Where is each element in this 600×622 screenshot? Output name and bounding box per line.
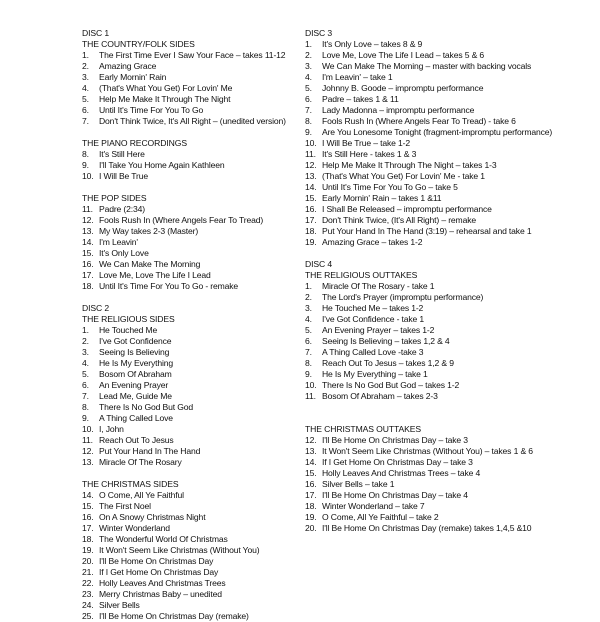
track-row (305, 281, 595, 292)
track-section (82, 28, 297, 127)
track-number: 17. (82, 523, 94, 533)
track-number: 9. (82, 160, 89, 170)
track-row (305, 501, 595, 512)
track-number: 6. (82, 105, 89, 115)
track-row (82, 490, 297, 501)
track-number: 10. (305, 138, 317, 148)
track-number: 1. (82, 50, 89, 60)
track-row (82, 402, 297, 413)
track-title: Until It's Time For You To Go (99, 105, 204, 115)
track-title: Miracle Of The Rosary - take 1 (322, 281, 435, 291)
track-number: 13. (82, 226, 94, 236)
track-title: Bosom Of Abraham – takes 2-3 (322, 391, 438, 401)
track-title: Padre – takes 1 & 11 (322, 94, 399, 104)
track-row (305, 127, 595, 138)
track-number: 7. (305, 105, 312, 115)
track-title: Reach Out To Jesus – takes 1,2 & 9 (322, 358, 454, 368)
track-row (305, 160, 595, 171)
track-number: 16. (305, 204, 317, 214)
track-number: 4. (82, 358, 89, 368)
track-number: 15. (305, 468, 317, 478)
track-row (82, 83, 297, 94)
track-row (82, 281, 297, 292)
track-title: Early Mornin' Rain – takes 1 &11 (322, 193, 442, 203)
track-title: I'll Take You Home Again Kathleen (99, 160, 225, 170)
track-title: Love Me, Love The Life I Lead (99, 270, 211, 280)
track-row (305, 490, 595, 501)
track-number: 5. (82, 94, 89, 104)
track-title: A Thing Called Love (99, 413, 173, 423)
track-row (82, 270, 297, 281)
track-number: 18. (305, 501, 317, 511)
track-title: I'll Be Home On Christmas Day (remake) takes 1,4,5 &10 (322, 523, 532, 533)
track-title: We Can Make The Morning – master with backing vocals (322, 61, 532, 71)
track-row (305, 512, 595, 523)
track-row (305, 215, 595, 226)
track-row (82, 424, 297, 435)
track-title: Seeing Is Believing (99, 347, 170, 357)
track-title: We Can Make The Morning (99, 259, 201, 269)
track-number: 4. (305, 314, 312, 324)
track-row (82, 336, 297, 347)
track-number: 4. (82, 83, 89, 93)
track-title: It's Only Love – takes 8 & 9 (322, 39, 423, 49)
track-row (305, 105, 595, 116)
track-number: 7. (305, 347, 312, 357)
track-title: The Wonderful World Of Christmas (99, 534, 228, 544)
section-heading: THE CHRISTMAS OUTTAKES (305, 424, 422, 434)
track-section (305, 424, 595, 534)
track-title: I Shall Be Released – impromptu performance (322, 204, 492, 214)
track-row (82, 204, 297, 215)
track-row (82, 589, 297, 600)
track-number: 8. (82, 402, 89, 412)
track-title: A Thing Called Love -take 3 (322, 347, 424, 357)
track-row (305, 226, 595, 237)
track-number: 11. (305, 391, 316, 401)
track-number: 12. (82, 215, 94, 225)
track-number: 18. (82, 281, 94, 291)
track-number: 15. (82, 248, 94, 258)
track-number: 1. (82, 325, 89, 335)
track-title: Holly Leaves And Christmas Trees (99, 578, 226, 588)
track-number: 12. (82, 446, 94, 456)
track-number: 7. (82, 116, 89, 126)
track-number: 21. (82, 567, 94, 577)
track-number: 14. (305, 457, 317, 467)
track-number: 13. (305, 446, 317, 456)
track-title: On A Snowy Christmas Night (99, 512, 206, 522)
track-number: 18. (82, 534, 94, 544)
track-number: 9. (305, 369, 312, 379)
track-row (305, 94, 595, 105)
track-row (305, 138, 595, 149)
track-number: 13. (305, 171, 317, 181)
track-number: 2. (82, 336, 89, 346)
track-title: Are You Lonesome Tonight (fragment-impromptu performance) (322, 127, 553, 137)
track-row (305, 50, 595, 61)
track-title: Merry Christmas Baby – unedited (99, 589, 222, 599)
track-number: 17. (305, 490, 317, 500)
track-section (82, 303, 297, 468)
track-title: Johnny B. Goode – impromptu performance (322, 83, 484, 93)
track-row (82, 501, 297, 512)
track-row (82, 380, 297, 391)
track-title: Early Mornin' Rain (99, 72, 167, 82)
track-row (305, 380, 595, 391)
track-number: 2. (82, 61, 89, 71)
track-row (305, 435, 595, 446)
track-row (82, 358, 297, 369)
track-number: 6. (305, 336, 312, 346)
track-number: 10. (82, 171, 94, 181)
track-row (82, 237, 297, 248)
track-title: The First Time Ever I Saw Your Face – takes 11-12 (99, 50, 286, 60)
track-number: 22. (82, 578, 94, 588)
track-title: Don't Think Twice, (It's All Right) – remake (322, 215, 476, 225)
track-number: 8. (82, 149, 89, 159)
track-number: 16. (305, 479, 317, 489)
track-row (305, 193, 595, 204)
track-number: 16. (82, 512, 94, 522)
track-row (82, 600, 297, 611)
track-section (305, 28, 595, 248)
track-number: 6. (82, 380, 89, 390)
track-number: 16. (82, 259, 94, 269)
track-number: 5. (82, 369, 89, 379)
track-number: 9. (82, 413, 89, 423)
track-row (82, 567, 297, 578)
track-title: Lady Madonna – impromptu performance (322, 105, 475, 115)
track-number: 2. (305, 50, 312, 60)
track-title: Silver Bells (99, 600, 140, 610)
section-heading: THE RELIGIOUS SIDES (82, 314, 175, 324)
track-row (305, 171, 595, 182)
track-number: 11. (82, 435, 93, 445)
track-number: 19. (305, 512, 317, 522)
track-title: I'm Leavin' – take 1 (322, 72, 393, 82)
track-row (82, 369, 297, 380)
track-title: Amazing Grace – takes 1-2 (322, 237, 423, 247)
track-row (82, 61, 297, 72)
track-number: 23. (82, 589, 94, 599)
track-number: 11. (82, 204, 93, 214)
track-row (305, 336, 595, 347)
track-row (305, 39, 595, 50)
track-row (82, 149, 297, 160)
track-title: Fools Rush In (Where Angels Fear To Tread) (99, 215, 264, 225)
track-title: I Will Be True – take 1-2 (322, 138, 410, 148)
track-title: I Will Be True (99, 171, 148, 181)
track-number: 24. (82, 600, 94, 610)
track-title: He Touched Me – takes 1-2 (322, 303, 424, 313)
section-heading: THE POP SIDES (82, 193, 147, 203)
track-title: Love Me, Love The Life I Lead – takes 5 & 6 (322, 50, 485, 60)
track-section (82, 479, 297, 622)
track-title: O Come, All Ye Faithful – take 2 (322, 512, 439, 522)
disc-heading: DISC 4 (305, 259, 333, 269)
track-row (305, 61, 595, 72)
track-row (82, 457, 297, 468)
track-number: 3. (82, 72, 89, 82)
track-title: Seeing Is Believing – takes 1,2 & 4 (322, 336, 450, 346)
track-row (305, 446, 595, 457)
track-row (305, 303, 595, 314)
track-title: Holly Leaves And Christmas Trees – take 4 (322, 468, 481, 478)
track-number: 25. (82, 611, 94, 621)
section-heading: THE CHRISTMAS SIDES (82, 479, 179, 489)
track-title: Lead Me, Guide Me (99, 391, 172, 401)
track-row (305, 325, 595, 336)
track-number: 15. (82, 501, 94, 511)
track-row (82, 160, 297, 171)
right-column (305, 28, 595, 534)
track-row (305, 358, 595, 369)
section-heading: THE PIANO RECORDINGS (82, 138, 187, 148)
track-row (82, 226, 297, 237)
track-number: 14. (82, 237, 94, 247)
track-row (82, 545, 297, 556)
track-title: I'll Be Home On Christmas Day – take 4 (322, 490, 468, 500)
track-row (305, 457, 595, 468)
track-row (305, 468, 595, 479)
track-row (82, 347, 297, 358)
track-number: 1. (305, 281, 312, 291)
track-number: 14. (305, 182, 317, 192)
track-row (305, 204, 595, 215)
track-number: 5. (305, 83, 312, 93)
track-title: O Come, All Ye Faithful (99, 490, 184, 500)
track-number: 1. (305, 39, 312, 49)
disc-heading: DISC 3 (305, 28, 333, 38)
track-title: Amazing Grace (99, 61, 157, 71)
track-title: He Touched Me (99, 325, 158, 335)
track-title: I, John (99, 424, 124, 434)
track-number: 17. (305, 215, 317, 225)
track-title: Winter Wonderland (99, 523, 170, 533)
track-title: He Is My Everything – take 1 (322, 369, 428, 379)
spacer (305, 413, 595, 424)
track-title: Winter Wonderland – take 7 (322, 501, 425, 511)
track-row (82, 50, 297, 61)
track-row (82, 435, 297, 446)
section-heading: THE COUNTRY/FOLK SIDES (82, 39, 195, 49)
track-number: 3. (305, 303, 312, 313)
track-number: 6. (305, 94, 312, 104)
track-title: The Lord's Prayer (impromptu performance) (322, 292, 484, 302)
track-number: 9. (305, 127, 312, 137)
track-title: Don't Think Twice, It's All Right – (unedited version) (99, 116, 286, 126)
track-number: 13. (82, 457, 94, 467)
track-row (82, 94, 297, 105)
track-title: I'll Be Home On Christmas Day (remake) (99, 611, 249, 621)
track-row (305, 479, 595, 490)
track-row (82, 105, 297, 116)
track-row (82, 512, 297, 523)
track-row (82, 116, 297, 127)
track-title: It's Still Here - takes 1 & 3 (322, 149, 417, 159)
track-title: My Way takes 2-3 (Master) (99, 226, 199, 236)
spacer (305, 248, 595, 259)
track-title: There Is No God But God (99, 402, 193, 412)
track-number: 19. (82, 545, 94, 555)
track-title: Help Me Make It Through The Night (99, 94, 231, 104)
track-row (82, 611, 297, 622)
track-section (82, 138, 297, 182)
track-row (305, 182, 595, 193)
track-row (305, 116, 595, 127)
track-number: 12. (305, 435, 317, 445)
track-number: 20. (82, 556, 94, 566)
track-number: 14. (82, 490, 94, 500)
track-number: 15. (305, 193, 317, 203)
spacer (82, 292, 297, 303)
track-title: I'll Be Home On Christmas Day (99, 556, 214, 566)
track-title: I've Got Confidence - take 1 (322, 314, 425, 324)
track-row (82, 72, 297, 83)
track-title: I'll Be Home On Christmas Day – take 3 (322, 435, 468, 445)
track-row (82, 556, 297, 567)
track-title: Padre (2:34) (99, 204, 145, 214)
track-title: It Won't Seem Like Christmas (Without You) (99, 545, 260, 555)
track-number: 3. (82, 347, 89, 357)
track-number: 8. (305, 358, 312, 368)
track-row (305, 149, 595, 160)
track-title: An Evening Prayer (99, 380, 169, 390)
track-title: There Is No God But God – takes 1-2 (322, 380, 460, 390)
track-row (82, 215, 297, 226)
track-title: It Won't Seem Like Christmas (Without You) – takes 1 & 6 (322, 446, 533, 456)
track-row (82, 446, 297, 457)
track-number: 10. (305, 380, 317, 390)
track-section (305, 259, 595, 402)
spacer (305, 402, 595, 413)
spacer (82, 468, 297, 479)
track-title: I've Got Confidence (99, 336, 172, 346)
track-title: Silver Bells – take 1 (322, 479, 395, 489)
track-row (82, 578, 297, 589)
track-title: Fools Rush In (Where Angels Fear To Tread) - take 6 (322, 116, 516, 126)
spacer (82, 182, 297, 193)
track-title: Miracle Of The Rosary (99, 457, 182, 467)
track-number: 12. (305, 160, 317, 170)
track-row (305, 369, 595, 380)
track-title: (That's What You Get) For Lovin' Me - take 1 (322, 171, 485, 181)
track-row (82, 523, 297, 534)
track-number: 19. (305, 237, 317, 247)
track-row (305, 523, 595, 534)
track-number: 5. (305, 325, 312, 335)
track-title: I'm Leavin' (99, 237, 138, 247)
track-row (305, 292, 595, 303)
track-title: It's Still Here (99, 149, 145, 159)
track-number: 8. (305, 116, 312, 126)
section-heading: THE RELIGIOUS OUTTAKES (305, 270, 418, 280)
track-row (82, 391, 297, 402)
track-title: Put Your Hand In The Hand (3:19) – rehearsal and take 1 (322, 226, 532, 236)
track-number: 4. (305, 72, 312, 82)
track-title: If I Get Home On Christmas Day (99, 567, 219, 577)
track-title: Until It's Time For You To Go – take 5 (322, 182, 458, 192)
track-number: 11. (305, 149, 316, 159)
track-number: 18. (305, 226, 317, 236)
track-number: 17. (82, 270, 94, 280)
track-row (82, 259, 297, 270)
track-row (82, 534, 297, 545)
disc-heading: DISC 2 (82, 303, 110, 313)
left-column (82, 28, 297, 622)
track-row (305, 391, 595, 402)
track-section (82, 193, 297, 292)
track-title: If I Get Home On Christmas Day – take 3 (322, 457, 473, 467)
track-row (82, 325, 297, 336)
track-row (305, 72, 595, 83)
track-title: The First Noel (99, 501, 151, 511)
track-title: (That's What You Get) For Lovin' Me (99, 83, 233, 93)
track-row (305, 314, 595, 325)
track-title: He Is My Everything (99, 358, 174, 368)
spacer (82, 127, 297, 138)
track-row (305, 83, 595, 94)
track-title: Reach Out To Jesus (99, 435, 174, 445)
track-row (82, 413, 297, 424)
disc-heading: DISC 1 (82, 28, 110, 38)
track-title: Put Your Hand In The Hand (99, 446, 201, 456)
track-number: 3. (305, 61, 312, 71)
track-number: 7. (82, 391, 89, 401)
track-row (82, 248, 297, 259)
track-title: Bosom Of Abraham (99, 369, 172, 379)
track-row (305, 347, 595, 358)
track-number: 2. (305, 292, 312, 302)
track-title: An Evening Prayer – takes 1-2 (322, 325, 435, 335)
track-number: 20. (305, 523, 317, 533)
track-title: Help Me Make It Through The Night – takes 1-3 (322, 160, 497, 170)
track-row (305, 237, 595, 248)
track-title: Until It's Time For You To Go - remake (99, 281, 239, 291)
track-row (82, 171, 297, 182)
track-title: It's Only Love (99, 248, 149, 258)
track-number: 10. (82, 424, 94, 434)
